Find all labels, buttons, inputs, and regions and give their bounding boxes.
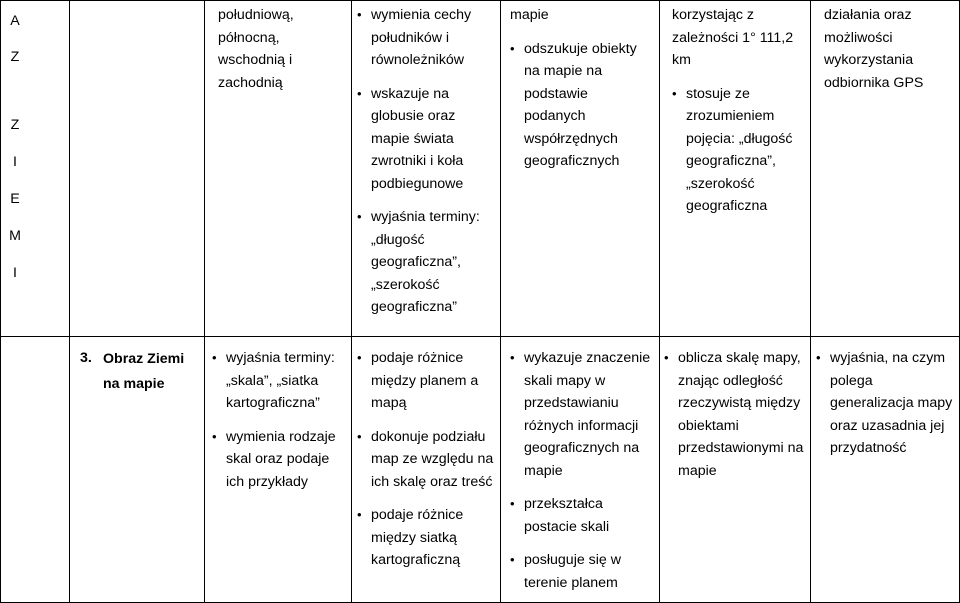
item-text: wskazuje na globusie oraz mapie świata zwrotniki i koła podbiegunowe xyxy=(371,85,464,192)
bullet-item xyxy=(510,347,655,482)
bullet-item xyxy=(357,206,497,319)
bullet-icon: • xyxy=(510,496,515,511)
topic-title: Obraz Ziemi na mapie xyxy=(103,351,185,392)
bullet-item xyxy=(357,504,497,572)
bullet-item xyxy=(357,426,497,494)
bottom-col5-cell xyxy=(510,347,655,594)
bullet-icon: • xyxy=(510,350,515,365)
item-text: dokonuje podziału map ze względu na ich skalę oraz treść xyxy=(371,428,494,490)
top-col6-cell xyxy=(672,4,804,218)
letter: I xyxy=(13,154,17,170)
bullet-icon: • xyxy=(212,428,217,444)
top-col4-cell xyxy=(357,4,497,319)
item-text: podaje różnice między siatką kartograficzną xyxy=(371,507,464,568)
column-divider xyxy=(69,0,70,603)
letter: I xyxy=(13,265,17,281)
bottom-col6-cell xyxy=(664,347,808,482)
bullet-item xyxy=(357,347,497,415)
table-border-top xyxy=(0,0,960,1)
item-text: odszukuje obiekty na mapie na podstawie podanych współrzędnych geograficznych xyxy=(524,40,637,169)
bullet-item xyxy=(212,426,350,494)
bullet-item xyxy=(357,4,497,72)
bullet-item xyxy=(816,347,956,460)
item-text: wyjaśnia terminy: „skala”, „siatka kartograficzna” xyxy=(226,350,335,411)
bullet-icon: • xyxy=(672,85,677,101)
letter: M xyxy=(9,228,21,244)
bottom-col7-cell xyxy=(816,347,956,460)
bullet-item xyxy=(212,347,350,415)
table-border-left xyxy=(0,0,1,603)
item-text: stosuje ze zrozumieniem pojęcia: „długość geograficzna”, „szerokość geograficzna xyxy=(686,85,793,214)
bottom-col3-cell xyxy=(212,347,350,493)
item-text: posługuje się w terenie planem xyxy=(524,552,622,591)
bullet-item xyxy=(510,549,655,594)
bullet-icon: • xyxy=(357,209,362,224)
bullet-item xyxy=(672,83,804,218)
column-divider xyxy=(810,0,811,603)
bullet-icon: • xyxy=(357,350,362,365)
bullet-icon: • xyxy=(212,350,217,365)
letter: E xyxy=(10,191,20,207)
cell-text: południową, północną, wschodnią i zachodnią xyxy=(218,7,294,91)
item-text: przekształca postacie skali xyxy=(524,496,610,535)
bullet-item xyxy=(664,347,808,482)
top-col7-cell xyxy=(824,4,954,94)
item-text: wyjaśnia terminy: „długość geograficzna”, „szerokość geograficzna” xyxy=(371,209,480,315)
bullet-item xyxy=(510,38,652,173)
row-number: 3. xyxy=(80,350,92,366)
bullet-icon: • xyxy=(664,350,669,365)
top-col3-cell xyxy=(218,4,343,94)
cell-text: mapie xyxy=(510,7,549,23)
row-divider xyxy=(0,336,960,337)
cell-text: korzystając z zależności 1° 111,2 km xyxy=(672,7,794,68)
letter: A xyxy=(10,13,20,29)
bottom-col4-cell xyxy=(357,347,497,572)
bullet-icon: • xyxy=(357,428,362,444)
bullet-icon: • xyxy=(357,507,362,522)
item-text: podaje różnice między planem a mapą xyxy=(371,350,479,411)
bullet-icon: • xyxy=(510,552,515,567)
item-text: wyjaśnia, na czym polega generalizacja mapy oraz uzasadnia jej przydatność xyxy=(830,350,953,456)
bullet-icon: • xyxy=(357,85,362,101)
letter: Z xyxy=(10,49,20,65)
bullet-icon: • xyxy=(357,7,362,22)
top-col5-cell xyxy=(510,4,652,173)
bullet-item xyxy=(357,83,497,196)
item-text: wymienia rodzaje skal oraz podaje ich przykłady xyxy=(226,428,336,490)
column-divider xyxy=(659,0,660,603)
letter: Z xyxy=(10,117,20,133)
column-divider xyxy=(204,0,205,603)
item-text: wymienia cechy południków i równoleżników xyxy=(371,7,472,68)
column-divider xyxy=(351,0,352,603)
cell-text: działania oraz możliwości wykorzystania odbiornika GPS xyxy=(824,7,924,91)
vertical-section-label xyxy=(8,8,22,297)
bullet-icon: • xyxy=(816,350,821,365)
bullet-icon: • xyxy=(510,40,515,56)
item-text: oblicza skalę mapy, znając odległość rzeczywistą między obiektami przedstawionymi na mapie xyxy=(678,350,804,479)
column-divider xyxy=(500,0,501,603)
item-text: wykazuje znaczenie skali mapy w przedstawianiu różnych informacji geograficznych na mapie xyxy=(524,350,651,479)
bullet-item xyxy=(510,493,655,538)
